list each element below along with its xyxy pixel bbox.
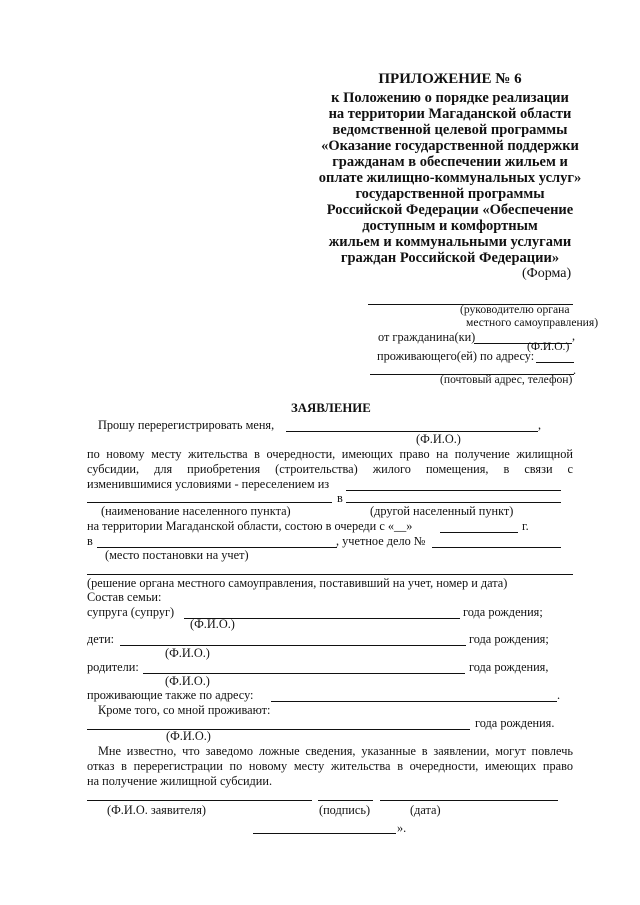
address-line-1[interactable] xyxy=(536,362,574,363)
date-fill-line[interactable] xyxy=(253,833,396,834)
header-line: государственной программы xyxy=(355,186,545,202)
settlement-hint: (наименование населенного пункта) xyxy=(101,504,291,518)
besides-line[interactable] xyxy=(87,729,470,730)
statement-title: ЗАЯВЛЕНИЕ xyxy=(291,401,371,415)
header-line: жильем и коммунальными услугами xyxy=(328,234,572,250)
date-suffix: ». xyxy=(397,821,407,835)
header-line: граждан Российской Федерации» xyxy=(340,250,560,266)
in-word-2: в xyxy=(87,534,93,548)
account-label: , учетное дело № xyxy=(336,534,426,548)
request-fio-hint: (Ф.И.О.) xyxy=(416,432,461,446)
postal-hint: (почтовый адрес, телефон) xyxy=(440,373,573,386)
queue-date-line[interactable] xyxy=(440,532,518,533)
warning-line: на получение жилищной субсидии. xyxy=(87,774,273,788)
address-label: проживающего(ей) по адресу: xyxy=(377,349,535,363)
decision-line[interactable] xyxy=(87,574,573,575)
besides-label: Кроме того, со мной проживают: xyxy=(98,703,271,717)
request-label: Прошу перерегистрировать меня, xyxy=(98,418,275,432)
request-fio-line[interactable] xyxy=(286,431,538,432)
form-label: (Форма) xyxy=(522,266,572,281)
year-suffix: г. xyxy=(522,519,529,533)
settlement-line[interactable] xyxy=(87,502,332,503)
from-comma: , xyxy=(572,329,576,343)
header-line: Российской Федерации «Обеспечение xyxy=(326,202,574,218)
head-hint-1: (руководителю органа xyxy=(460,303,570,316)
date-hint: (дата) xyxy=(410,803,441,817)
besides-fio-hint: (Ф.И.О.) xyxy=(166,729,211,743)
statement-text-line: по новому месту жительства в очередности, имеющих право на получение жилищной xyxy=(87,447,573,461)
head-hint-2: местного самоуправления) xyxy=(466,316,599,329)
in-word: в xyxy=(337,491,343,505)
header-line: оплате жилищно-коммунальных услуг» xyxy=(318,170,582,186)
header-line: гражданам в обеспечении жильем и xyxy=(332,154,568,170)
other-settlement-hint: (другой населенный пункт) xyxy=(370,504,514,518)
registration-hint: (место постановки на учет) xyxy=(105,548,249,562)
children-label: дети: xyxy=(87,632,115,646)
parents-label: родители: xyxy=(87,660,139,674)
also-living-line[interactable] xyxy=(271,701,557,702)
warning-line: Мне известно, что заведомо ложные сведения, указанные в заявлении, могут повлечь xyxy=(98,744,573,758)
request-comma: , xyxy=(538,418,542,432)
children-fio-hint: (Ф.И.О.) xyxy=(165,646,210,660)
parents-fio-hint: (Ф.И.О.) xyxy=(165,674,210,688)
date-line[interactable] xyxy=(380,800,558,801)
from-fio-hint: (Ф.И.О.) xyxy=(527,340,570,353)
besides-birth-year: года рождения. xyxy=(475,716,555,730)
spouse-birth-year: года рождения; xyxy=(463,605,543,619)
signature-line[interactable] xyxy=(318,800,373,801)
address-dot: . xyxy=(573,363,577,377)
spouse-label: супруга (супруг) xyxy=(87,605,175,619)
warning-line: отказ в перерегистрации по новому месту жительства в очередности, имеющих право xyxy=(87,759,573,773)
decision-hint: (решение органа местного самоуправления, поставивший на учет, номер и дата) xyxy=(87,576,508,590)
statement-text-line: субсидии, для приобретения (строительства) жилого помещения, в связи с xyxy=(87,462,573,476)
also-living-label: проживающие также по адресу: xyxy=(87,688,254,702)
appendix-title: ПРИЛОЖЕНИЕ № 6 xyxy=(378,71,522,87)
spouse-fio-hint: (Ф.И.О.) xyxy=(190,617,235,631)
from-label: от гражданина(ки) xyxy=(378,330,476,344)
header-line: ведомственной целевой программы xyxy=(332,122,568,138)
account-number-line[interactable] xyxy=(432,547,561,548)
statement-text-line: изменившимися условиями - переселением из xyxy=(87,477,330,491)
header-line: доступным и комфортным xyxy=(362,218,538,234)
signature-hint: (подпись) xyxy=(319,803,371,817)
header-line: на территории Магаданской области xyxy=(328,106,572,122)
header-line: к Положению о порядке реализации xyxy=(331,90,569,106)
parents-birth-year: года рождения, xyxy=(469,660,549,674)
children-birth-year: года рождения; xyxy=(469,632,549,646)
applicant-hint: (Ф.И.О. заявителя) xyxy=(107,803,206,817)
relocation-from-line[interactable] xyxy=(346,490,561,491)
also-living-dot: . xyxy=(557,688,561,702)
queue-text: на территории Магаданской области, состою в очереди с «__» xyxy=(87,519,413,533)
header-line: «Оказание государственной поддержки xyxy=(321,138,579,154)
other-settlement-line[interactable] xyxy=(346,502,561,503)
applicant-name-line[interactable] xyxy=(87,800,312,801)
family-label: Состав семьи: xyxy=(87,590,162,604)
